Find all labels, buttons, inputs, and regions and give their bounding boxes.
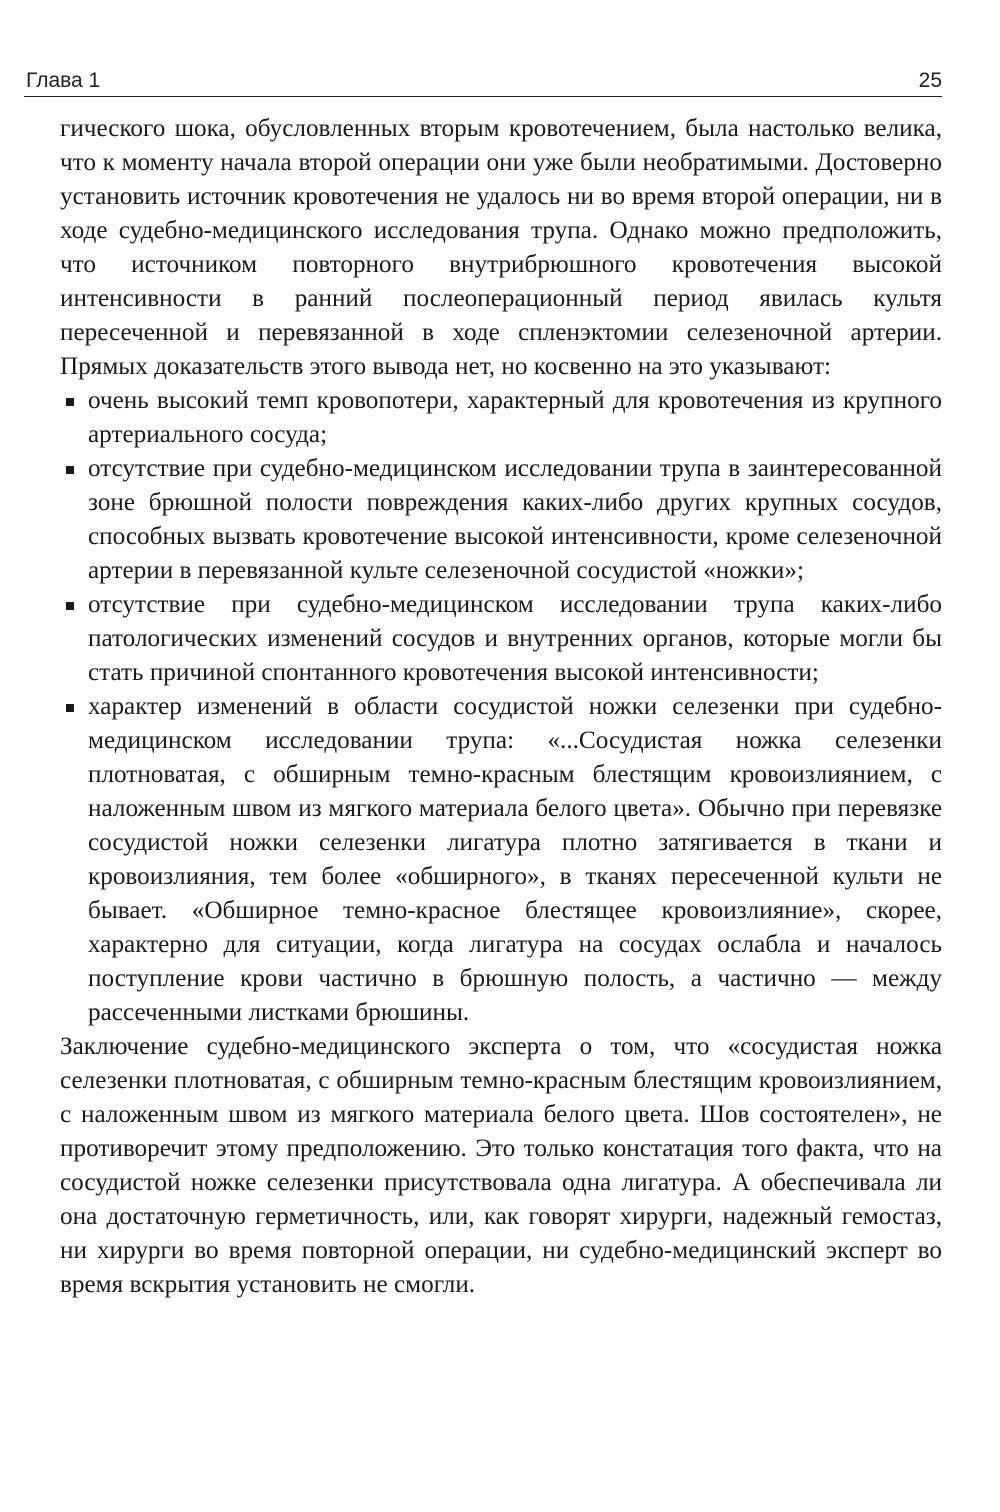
bullet-icon: [66, 602, 74, 610]
bullet-icon: [66, 398, 74, 406]
list-item: [88, 690, 942, 1030]
paragraph-conclusion: Заключение судебно-медицинского эксперта о том, что «сосудистая ножка селезенки плотноватая, с обширным темно-красным блестящим кровоизлиянием, с наложенным швом из мягкого материала белого цвета. Шов состоятелен», не противоречит этому предположению. Это только констатация того факта, что на сосудистой ножке селезенки присутствовала одна лигатура. А обеспечивала ли она достаточную герметичность, или, как говорят хирурги, надежный гемостаз, ни хирурги во время повторной операции, ни судебно-медицинский эксперт во время вскрытия установить не смогли.: [60, 1033, 942, 1298]
list-item-text: отсутствие при судебно-медицинском исследовании трупа в заинтересованной зоне брюшной полости повреждения каких-либо других крупных сосудов, способных вызвать кровотечение высокой интенсивности, кроме селезеночной артерии в перевязанной культе селезеночной сосудистой «ножки»;: [88, 455, 942, 584]
bullet-icon: [66, 704, 74, 712]
list-item-text: характер изменений в области сосудистой ножки селезенки при судебно-медицинском исследовании трупа: «...Сосудистая ножка селезенки плотноватая, с обширным темно-красным блестящим кровоизлиянием, с наложенным швом из мягкого материала белого цвета». Обычно при перевязке сосудистой ножки селезенки лигатура плотно затягивается в ткани и кровоизлияния, тем более «обширного», в тканях пересеченной культи не бывает. «Обширное темно-красное блестящее кровоизлияние», скорее, характерно для ситуации, когда лигатура на сосудах ослабла и началось поступление крови частично в брюшную полость, а частично — между рассеченными листками брюшины.: [88, 693, 942, 1026]
running-header: [24, 66, 942, 97]
list-item-text: отсутствие при судебно-медицинском исследовании трупа каких-либо патологических изменений сосудов и внутренних органов, которые могли бы стать причиной спонтанного кровотечения высокой интенсивности;: [88, 591, 942, 686]
chapter-title: Глава 1: [26, 69, 101, 92]
list-item: [88, 452, 942, 588]
paragraph-continued: гического шока, обусловленных вторым кровотечением, была настолько велика, что к моменту начала второй операции они уже были необратимыми. Достоверно установить источник кровотечения не удалось ни во время второй операции, ни в ходе судебно-медицинского исследования трупа. Однако можно предположить, что источником повторного внутрибрюшного кровотечения высокой интенсивности в ранний послеоперационный период явилась культя пересеченной и перевязанной в ходе спленэктомии селезеночной артерии. Прямых доказательств этого вывода нет, но косвенно на это указывают:: [60, 115, 942, 380]
page-number: 25: [918, 69, 942, 92]
list-item-text: очень высокий темп кровопотери, характерный для кровотечения из крупного артериального сосуда;: [88, 387, 942, 448]
evidence-list: [60, 384, 942, 1030]
body-text: [60, 112, 942, 1302]
list-item: [88, 588, 942, 690]
list-item: [88, 384, 942, 452]
bullet-icon: [66, 466, 74, 474]
